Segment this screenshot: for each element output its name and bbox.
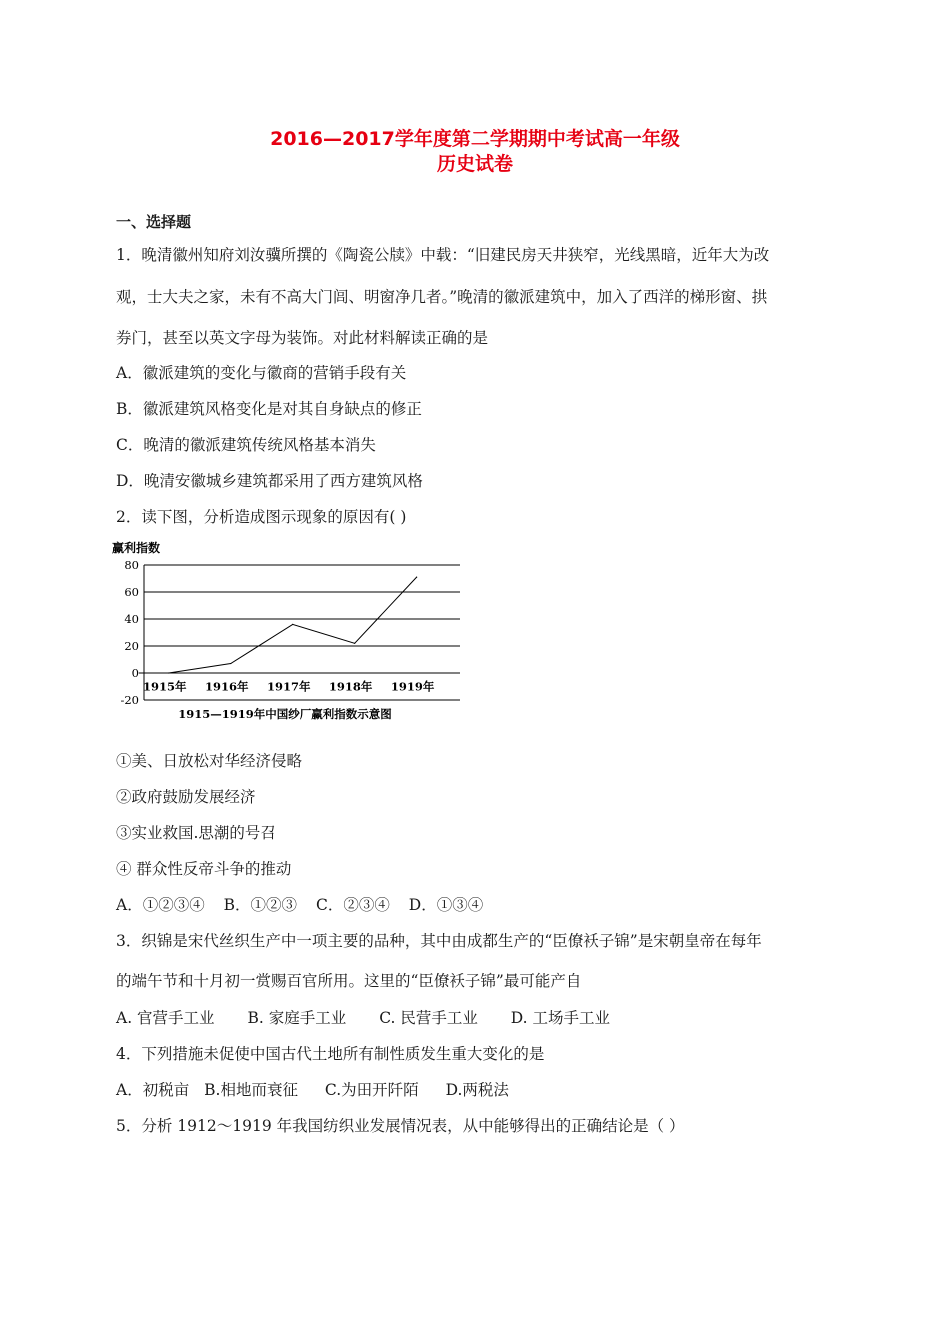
chart-y-ticks (120, 558, 139, 707)
q2-option-b: B．①②③ (223, 896, 298, 914)
q2-item-3: ③实业救国.思潮的号召 (116, 824, 276, 842)
chart-points (168, 577, 417, 674)
q4-option-b: B.相地而衰征 (204, 1081, 298, 1099)
q3-option-b: B. 家庭手工业 (247, 1009, 347, 1027)
chart-x-tick-label: 1916年 (204, 679, 249, 694)
q3-stem-line1: 3．织锦是宋代丝织生产中一项主要的品种，其中由成都生产的“臣僚袄子锦”是宋朝皇帝在每年 (116, 932, 762, 950)
q1-stem-line1: 1．晚清徽州知府刘汝骥所撰的《陶瓷公牍》中载：“旧建民房天井狭窄，光线黑暗，近年大为改 (116, 246, 770, 264)
profit-index-chart (110, 538, 470, 728)
q4-option-c: C.为田开阡陌 (324, 1081, 419, 1099)
chart-data-point (168, 672, 169, 673)
q4-option-d: D.两税法 (445, 1081, 509, 1099)
q3-options (116, 1007, 610, 1029)
q2-option-d: D．①③④ (408, 896, 484, 914)
q1-option-c: C．晚清的徽派建筑传统风格基本消失 (116, 436, 376, 454)
q1-option-b: B．徽派建筑风格变化是对其自身缺点的修正 (116, 400, 422, 418)
chart-y-tick-label: 40 (124, 612, 139, 626)
exam-title: 2016—2017学年度第二学期期中考试高一年级 (270, 128, 680, 150)
q1-option-d: D．晚清安徽城乡建筑都采用了西方建筑风格 (116, 472, 423, 490)
q5-stem: 5．分析 1912～1919 年我国纺织业发展情况表，从中能够得出的正确结论是（ ） (116, 1117, 685, 1135)
q4-option-a: A．初税亩 (116, 1081, 190, 1099)
q3-option-c: C. 民营手工业 (379, 1009, 478, 1027)
chart-data-point (292, 624, 293, 625)
section-heading: 一、选择题 (116, 213, 192, 231)
chart-y-tick-label: 20 (124, 639, 139, 653)
chart-x-tick-label: 1918年 (328, 679, 373, 694)
q3-option-d: D. 工场手工业 (510, 1009, 611, 1027)
chart-y-tick-label: 60 (124, 585, 139, 599)
q2-option-c: C．②③④ (315, 896, 390, 914)
chart-data-point (416, 577, 417, 578)
q2-option-a: A．①②③④ (116, 896, 205, 914)
chart-x-tick-label: 1919年 (390, 679, 435, 694)
q1-stem-line2: 观，士大夫之家，未有不高大门闾、明窗净几者。”晚清的徽派建筑中，加入了西洋的梯形窗、拱 (116, 288, 768, 306)
q3-stem-line2: 的端午节和十月初一赏赐百官所用。这里的“臣僚袄子锦”最可能产自 (116, 972, 582, 990)
chart-x-tick-label: 1915年 (143, 679, 187, 694)
chart-ylabel: 赢利指数 (112, 541, 161, 555)
chart-data-point (354, 643, 355, 644)
q2-item-2: ②政府鼓励发展经济 (116, 788, 256, 806)
q4-stem: 4．下列措施未促使中国古代土地所有制性质发生重大变化的是 (116, 1045, 545, 1063)
chart-y-tick-label: 0 (131, 666, 139, 680)
q2-options (116, 894, 483, 916)
q2-item-1: ①美、日放松对华经济侵略 (116, 752, 303, 770)
chart-y-tick-label: -20 (120, 693, 139, 707)
q1-stem-line3: 券门，甚至以英文字母为装饰。对此材料解读正确的是 (116, 329, 489, 347)
exam-subtitle: 历史试卷 (436, 153, 513, 175)
chart-caption: 1915—1919年中国纱厂赢利指数示意图 (178, 707, 392, 721)
chart-x-ticks (143, 680, 435, 694)
chart-y-tick-label: 80 (124, 558, 139, 572)
q4-options (116, 1079, 509, 1101)
q3-option-a: A. 官营手工业 (116, 1009, 215, 1027)
chart-data-point (230, 663, 231, 664)
q1-option-a: A．徽派建筑的变化与徽商的营销手段有关 (116, 364, 407, 382)
q2-stem: 2．读下图，分析造成图示现象的原因有( ) (116, 508, 407, 526)
q2-item-4: ④ 群众性反帝斗争的推动 (116, 860, 292, 878)
chart-x-tick-label: 1917年 (266, 679, 311, 694)
